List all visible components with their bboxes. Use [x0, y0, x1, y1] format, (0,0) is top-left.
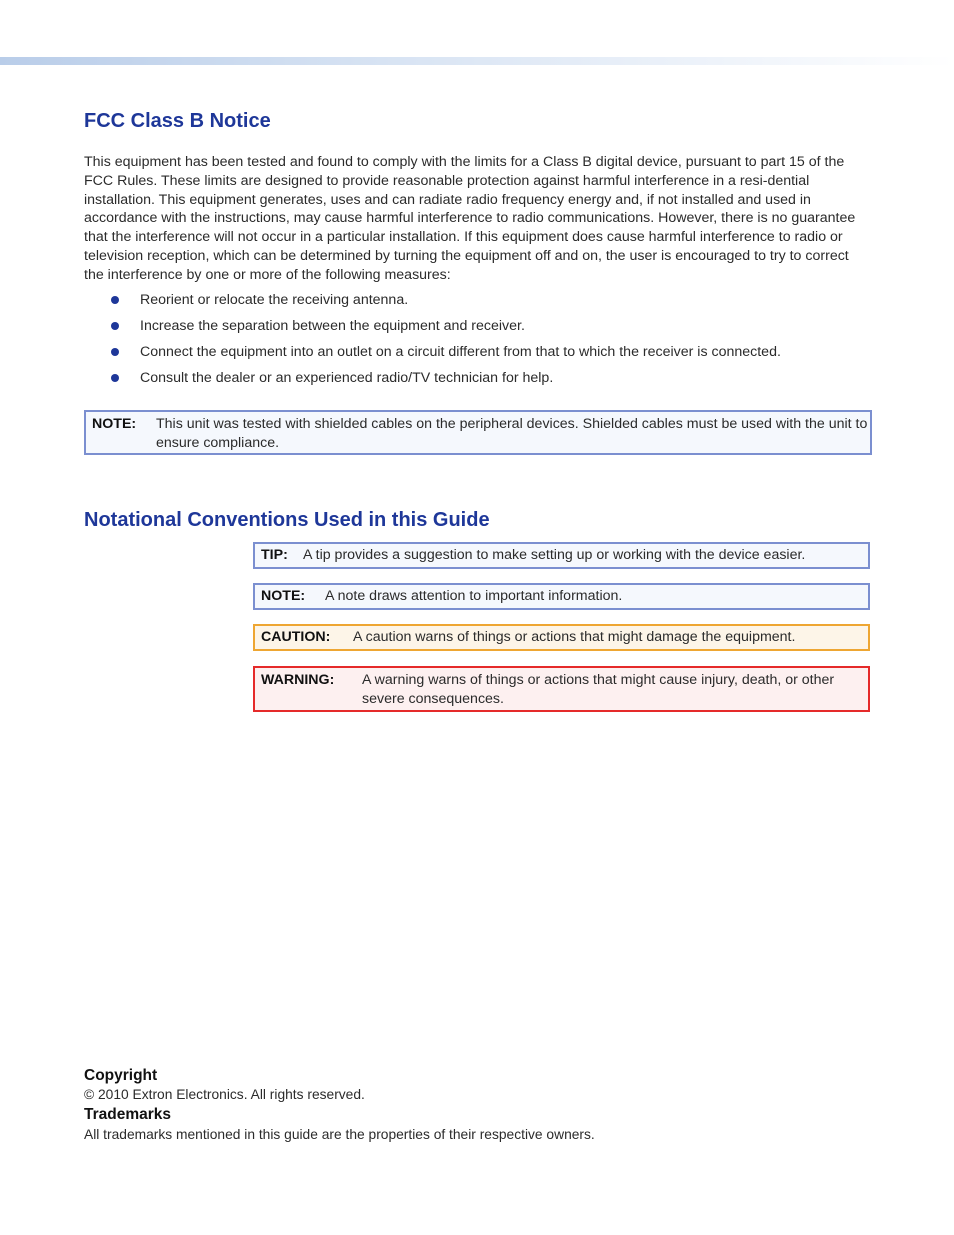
tip-text: A tip provides a suggestion to make setting up or working with the device easier.: [303, 547, 806, 563]
copyright-text: © 2010 Extron Electronics. All rights reserved.: [84, 1087, 365, 1102]
warning-label: WARNING:: [261, 672, 335, 688]
bullet-icon: [111, 322, 119, 330]
list-item: [84, 342, 874, 368]
fcc-note-box: [84, 410, 872, 455]
header-gradient-band: [0, 57, 954, 65]
list-item-text: Reorient or relocate the receiving antenna.: [140, 292, 409, 308]
note-text: This unit was tested with shielded cables on the peripheral devices. Shielded cables must be used with the unit to ensure compliance.: [156, 416, 868, 451]
trademarks-text: All trademarks mentioned in this guide are the properties of their respective owners.: [84, 1127, 595, 1142]
note-label: NOTE:: [92, 416, 137, 432]
note-box: [253, 583, 870, 610]
tip-box: [253, 542, 870, 569]
warning-text: A warning warns of things or actions that might cause injury, death, or other severe consequences.: [362, 672, 835, 707]
caution-box: [253, 624, 870, 651]
list-item-text: Consult the dealer or an experienced radio/TV technician for help.: [140, 370, 554, 386]
copyright-heading: Copyright: [84, 1067, 158, 1084]
list-item: [84, 290, 874, 316]
bullet-icon: [111, 296, 119, 304]
note-text: A note draws attention to important information.: [325, 588, 623, 604]
trademarks-heading: Trademarks: [84, 1106, 172, 1123]
bullet-icon: [111, 374, 119, 382]
caution-text: A caution warns of things or actions that might damage the equipment.: [353, 629, 796, 645]
list-item: [84, 316, 874, 342]
fcc-heading: FCC Class B Notice: [84, 110, 271, 132]
list-item-text: Increase the separation between the equipment and receiver.: [140, 318, 525, 334]
fcc-paragraph: This equipment has been tested and found to comply with the limits for a Class B digital device, pursuant to part 15 of the FCC Rules. These limits are designed to provide reasonable protection against harmful interference in a resi-dential installation. This equipment generates, uses and can radiate radio frequency energy and, if not installed and used in accordance with the instructions, may cause harmful interference to radio communications. However, there is no guarantee that the interference will not occur in a particular installation. If this equipment does cause harmful interference to radio or television reception, which can be determined by turning the equipment off and on, the user is encouraged to try to correct the interference by one or more of the following measures:: [84, 154, 856, 283]
conventions-heading: Notational Conventions Used in this Guide: [84, 509, 490, 531]
list-item-text: Connect the equipment into an outlet on a circuit different from that to which the receiver is connected.: [140, 344, 781, 360]
warning-box: [253, 666, 870, 712]
fcc-measures-list: [84, 290, 874, 394]
caution-label: CAUTION:: [261, 629, 331, 645]
list-item: [84, 368, 874, 394]
tip-label: TIP:: [261, 547, 288, 563]
note-label: NOTE:: [261, 588, 306, 604]
bullet-icon: [111, 348, 119, 356]
